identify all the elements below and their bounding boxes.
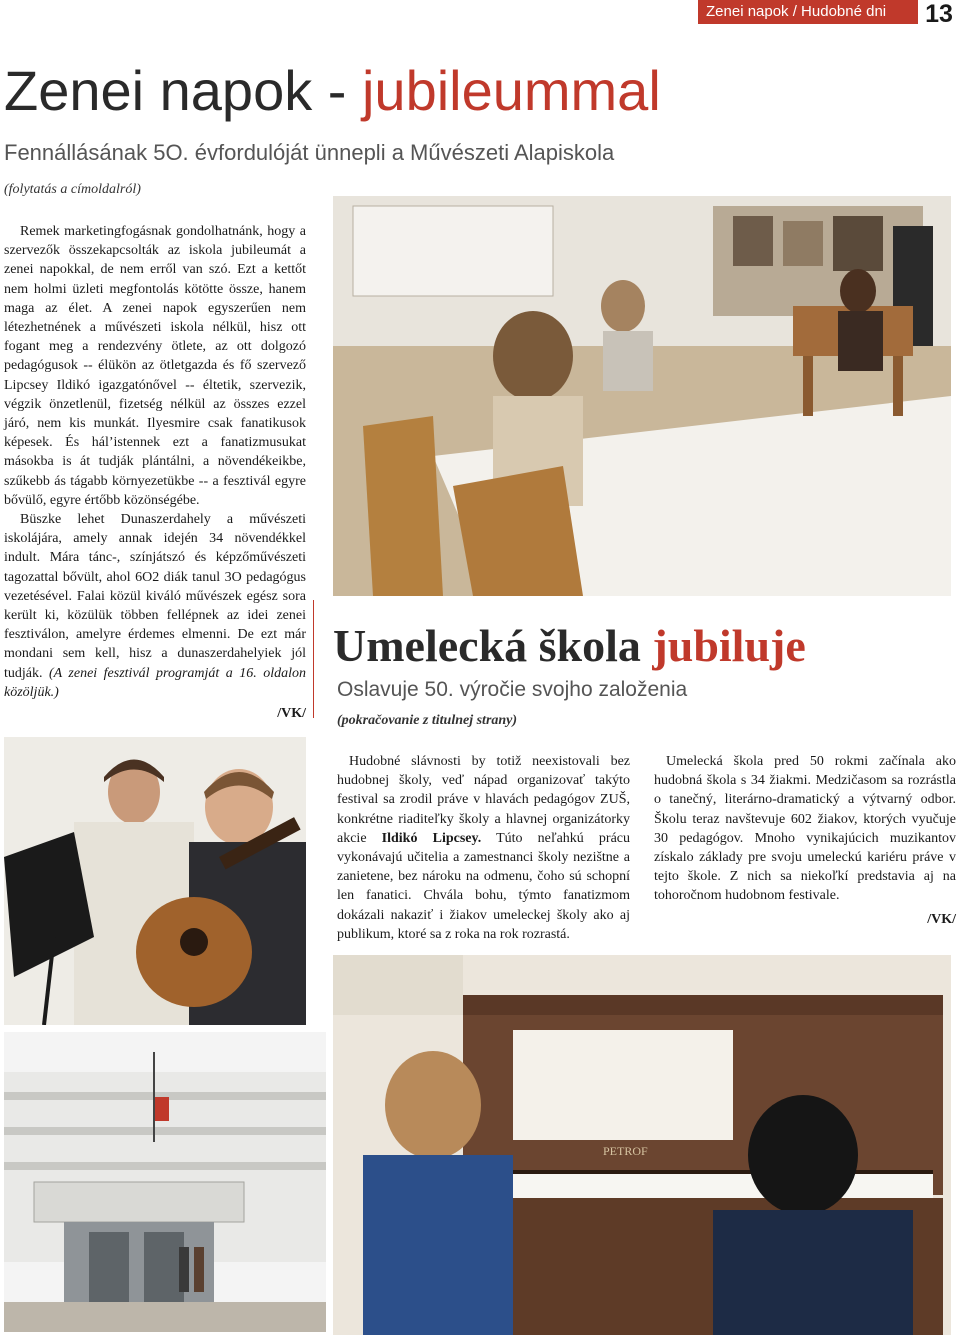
title-sk-main: Umelecká škola — [333, 620, 653, 671]
article-subtitle-hu: Fennállásának 5O. évfordulóját ünnepli a Művészeti Alapiskola — [4, 140, 615, 165]
photo-piano-lesson — [333, 955, 951, 1335]
title-hu-accent: jubileummal — [361, 59, 661, 122]
title-hu-main: Zenei napok - — [4, 59, 362, 122]
paragraph-sk-1-name: Ildikó Lipcsey. — [381, 830, 482, 846]
section-header — [698, 0, 918, 24]
continuation-note-hu: (folytatás a címoldalról) — [4, 182, 141, 197]
continuation-note-sk: (pokračovanie z titulnej strany) — [337, 713, 518, 728]
paragraph-sk-1-text-b: Túto neľahkú prácu vykonávajú učitelia a zamestnanci školy nezištne a zanietene, bez nároku na odmenu, čoho sú schopní len fanatici. Chvála bohu, týmto fanatizmom dokázali nakaziť i žiakov umeleckej školy ako aj publikum, ktoré sa z roka na rok rozrastá. — [337, 830, 630, 942]
signature-hu: /VK/ — [277, 706, 306, 722]
article-body-hu — [4, 222, 306, 723]
photo-school-building-illustration — [4, 1032, 326, 1332]
paragraph-hu-1: Remek marketingfogásnak gondolhatnánk, hogy a szervezők összekapcsolták az iskola jubileumát a zenei napokkal, de nem erről van szó. Ezt a kettőt nem holmi üzleti megfontolás kötötte össze, hanem maga az élet. A zenei napok egyszerűen nem létezhetnének a művészeti iskola nélkül, hisz ott fogant meg a rendezvény ötlete, az ott dolgozó pedagógusok -- élükön az ötletgazda és fő szervező Lipcsey Ildikó igazgatónővel -- éltetik, szervezik, végzik önzetlenül, fizetség nélkül az összes ezzel járó, nem kis munkát. Ilyesmire csak fanatikusok képesek. És hál’istennek ezt a fanatizmusukat másokba is át tudják plántálni, a növendékeikbe, szűkebb ás tágabb környezetükbe -- a fesztivál egyre bővülő, egyre értőbb közönségébe. — [4, 224, 306, 508]
signature-sk: /VK/ — [927, 911, 956, 927]
photo-guitar-lesson — [4, 737, 306, 1025]
article-subtitle-sk: Oslavuje 50. výročie svojho založenia — [337, 678, 688, 701]
photo-school-building — [4, 1032, 326, 1332]
paragraph-hu-2-note: (A zenei fesztivál programját a 16. oldalon közöljük.) — [4, 665, 306, 700]
paragraph-sk-1-text-a: Hudobné slávnosti by totiž neexistovali bez hudobnej školy, veď nápad organizovať takýto festival sa zrodil práve v hlavách pedagógov ZUŠ, konkrétne riaditeľky školy a hlavnej organizátorky akcie — [337, 754, 630, 846]
photo-piano-lesson-illustration — [333, 955, 951, 1335]
article-title-sk — [333, 618, 953, 674]
photo-art-classroom — [333, 196, 951, 596]
photo-guitar-lesson-illustration — [4, 737, 306, 1025]
paragraph-hu-2-text: Büszke lehet Dunaszerdahely a művészeti iskolájára, amely annak idején 34 növendékkel indult. Mára tánc-, színjátszó és képzőművészeti tagozattal bővült, ahol 6O2 diák tanul 3O pedagógus vezetésével. Falai közül kiváló művészek egész sora került ki, közülük többen fellépnek az idei zenei fesztiválon, amelyre érdemes elmenni. De ezt már mondani sem kell, hisz a dunaszerdahelyiek jól tudják. — [4, 512, 306, 681]
article-title-hu — [4, 58, 734, 124]
section-label: Zenei napok / Hudobné dni — [706, 3, 887, 20]
paragraph-sk-2: Umelecká škola pred 50 rokmi začínala ako hudobná škola s 34 žiakmi. Medzičasom sa rozrástla o tanečný, literárno-dramatický a výtvarný odbor. Školu teraz navštevuje 602 žiakov, ktorých vyučuje 30 pedagógov. Mnoho vynikajúcich muzikantov získalo základy pre svoju umeleckú kariéru práve v tejto škole. Z nich sa niekoľkí predstavia aj na tohoročnom hudobnom festivale. — [654, 754, 956, 904]
title-sk-accent: jubiluje — [652, 620, 806, 671]
piano-brand-label: PETROF — [603, 1144, 648, 1158]
column-divider — [313, 600, 314, 718]
page-number: 13 — [925, 0, 953, 28]
paragraph-hu-2 — [4, 510, 306, 702]
photo-art-classroom-illustration — [333, 196, 951, 596]
article-body-sk-col2 — [654, 752, 956, 929]
paragraph-sk-1 — [337, 752, 630, 944]
article-body-sk-col1 — [337, 752, 630, 944]
